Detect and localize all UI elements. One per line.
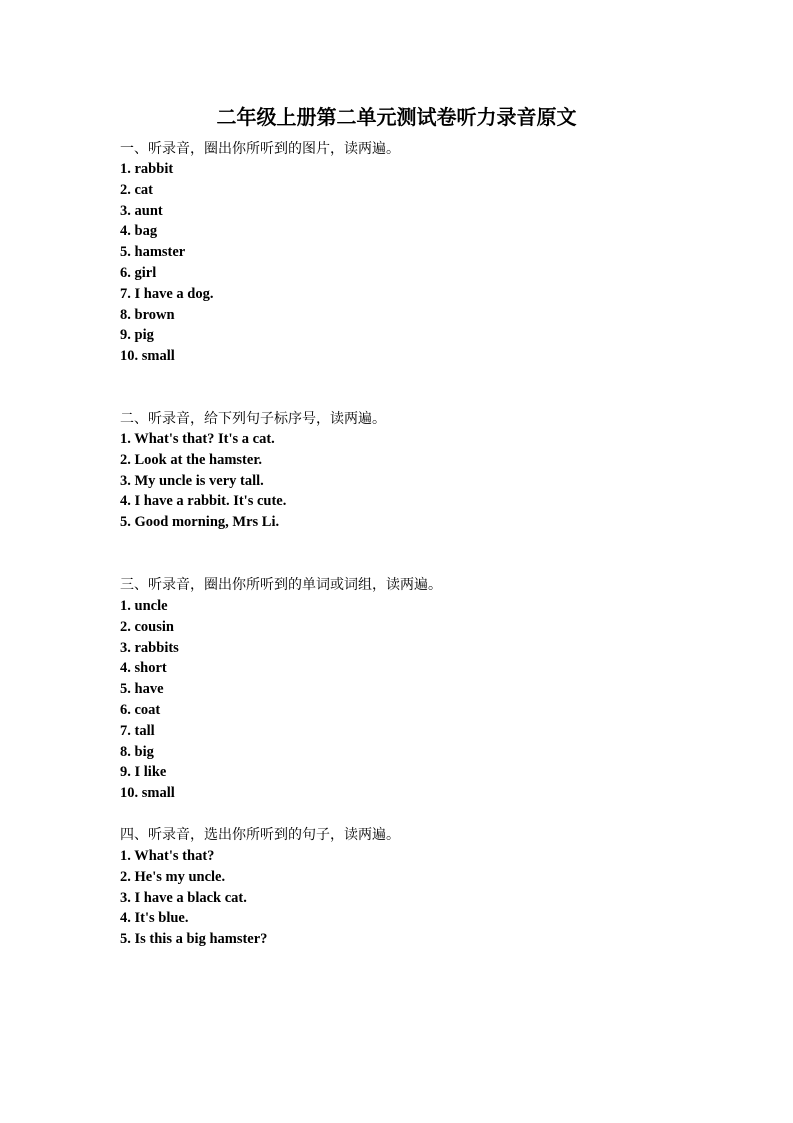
list-item: 2. cat	[120, 181, 154, 198]
list-item: 2. He's my uncle.	[120, 868, 226, 885]
list-item: 3. aunt	[120, 202, 163, 219]
list-item: 2. cousin	[120, 618, 174, 635]
list-item: 5. hamster	[120, 244, 186, 261]
section-list-3	[120, 596, 179, 804]
list-item: 3. rabbits	[120, 639, 179, 656]
list-item: 8. big	[120, 743, 154, 760]
list-item: 10. small	[120, 348, 175, 365]
list-item: 4. It's blue.	[120, 910, 189, 927]
list-item: 1. rabbit	[120, 161, 174, 177]
section-list-1	[120, 159, 213, 367]
document-title: 二年级上册第二单元测试卷听力录音原文	[216, 105, 577, 129]
list-item: 7. tall	[120, 722, 155, 739]
section-list-4	[120, 846, 267, 950]
list-item: 8. brown	[120, 306, 175, 323]
list-item: 10. small	[120, 785, 175, 802]
list-item: 4. I have a rabbit. It's cute.	[120, 493, 287, 510]
section-heading-3: 三、听录音，圈出你所听到的单词或词组，读两遍。	[120, 577, 442, 593]
list-item: 3. My uncle is very tall.	[120, 472, 264, 489]
list-item: 2. Look at the hamster.	[120, 451, 263, 468]
list-item: 1. What's that?	[120, 848, 215, 864]
list-item: 5. Is this a big hamster?	[120, 931, 268, 948]
section-heading-1: 一、听录音，圈出你所听到的图片，读两遍。	[120, 141, 400, 157]
list-item: 6. coat	[120, 701, 161, 718]
section-heading-4: 四、听录音，选出你所听到的句子，读两遍。	[120, 827, 400, 843]
section-heading-2: 二、听录音，给下列句子标序号，读两遍。	[120, 411, 386, 427]
list-item: 5. Good morning, Mrs Li.	[120, 514, 280, 531]
list-item: 1. uncle	[120, 598, 168, 614]
list-item: 6. girl	[120, 264, 157, 281]
list-item: 1. What's that? It's a cat.	[120, 431, 275, 447]
list-item: 4. short	[120, 660, 167, 677]
list-item: 4. bag	[120, 223, 158, 240]
list-item: 9. I like	[120, 764, 167, 781]
list-item: 9. pig	[120, 327, 154, 344]
list-item: 3. I have a black cat.	[120, 889, 247, 906]
list-item: 5. have	[120, 681, 164, 698]
section-list-2	[120, 429, 286, 533]
list-item: 7. I have a dog.	[120, 285, 214, 302]
